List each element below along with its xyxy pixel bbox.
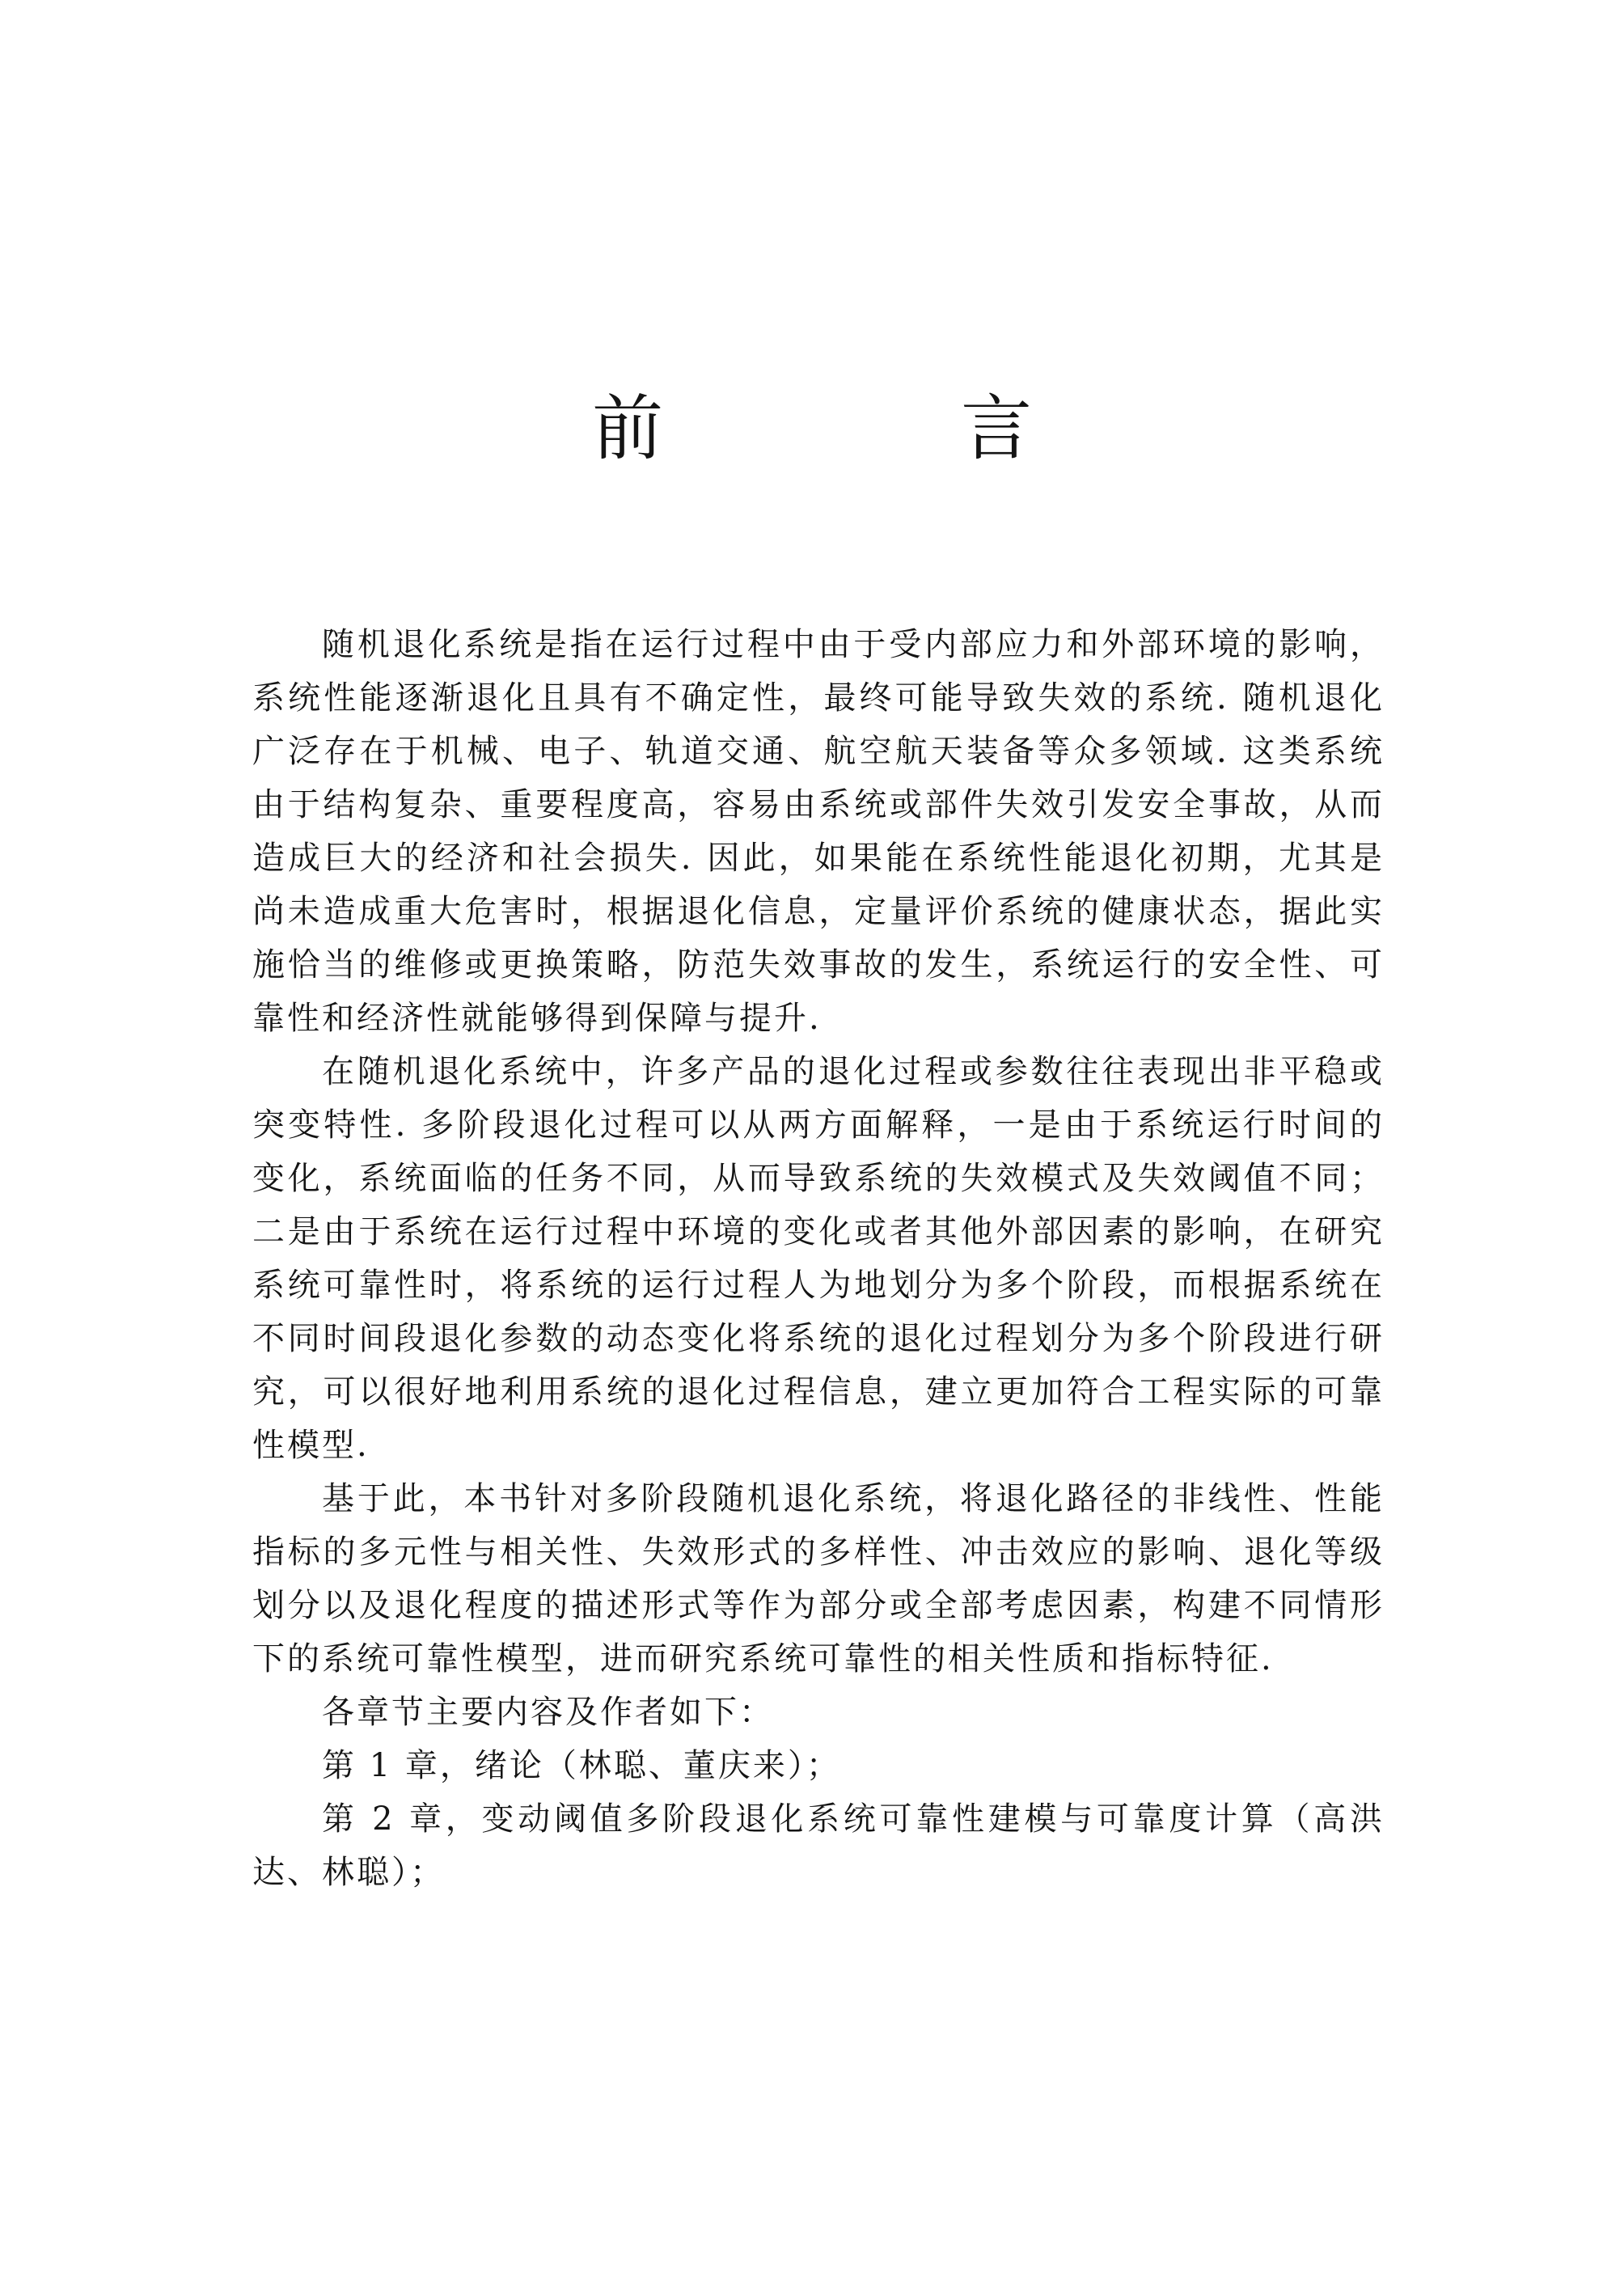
preface-body [252, 618, 1385, 1899]
paragraph-scope: 基于此，本书针对多阶段随机退化系统，将退化路径的非线性、性能指标的多元性与相关性、失效形式的多样性、冲击效应的影响、退化等级划分以及退化程度的描述形式等作为部分或全部考虑因素，构建不同情形下的系统可靠性模型，进而研究系统可靠性的相关性质和指标特征. [252, 1480, 1385, 1677]
paragraph-intro: 随机退化系统是指在运行过程中由于受内部应力和外部环境的影响，系统性能逐渐退化且具有不确定性，最终可能导致失效的系统. 随机退化广泛存在于机械、电子、轨道交通、航空航天装备等众多领域. 这类系统由于结构复杂、重要程度高，容易由系统或部件失效引发安全事故，从而造成巨大的经济和社会损失. 因此，如果能在系统性能退化初期，尤其是尚未造成重大危害时，根据退化信息，定量评价系统的健康状态，据此实施恰当的维修或更换策略，防范失效事故的发生，系统运行的安全性、可靠性和经济性就能够得到保障与提升. [252, 626, 1385, 1037]
page-title: 前 言 [591, 387, 1145, 470]
paragraph-chapter-1: 第 1 章，绪论（林聪、董庆来）； [322, 1747, 841, 1784]
paragraph-multistage: 在随机退化系统中，许多产品的退化过程或参数往往表现出非平稳或突变特性. 多阶段退化过程可以从两方面解释，一是由于系统运行时间的变化，系统面临的任务不同，从而导致系统的失效模式及失效阈值不同；二是由于系统在运行过程中环境的变化或者其他外部因素的影响，在研究系统可靠性时，将系统的运行过程人为地划分为多个阶段，而根据系统在不同时间段退化参数的动态变化将系统的退化过程划分为多个阶段进行研究，可以很好地利用系统的退化过程信息，建立更加符合工程实际的可靠性模型. [252, 1053, 1385, 1464]
paragraph-chapter-2: 第 2 章，变动阈值多阶段退化系统可靠性建模与可靠度计算（高洪达、林聪）； [252, 1800, 1385, 1891]
paragraph-chapters-intro: 各章节主要内容及作者如下： [322, 1694, 774, 1731]
